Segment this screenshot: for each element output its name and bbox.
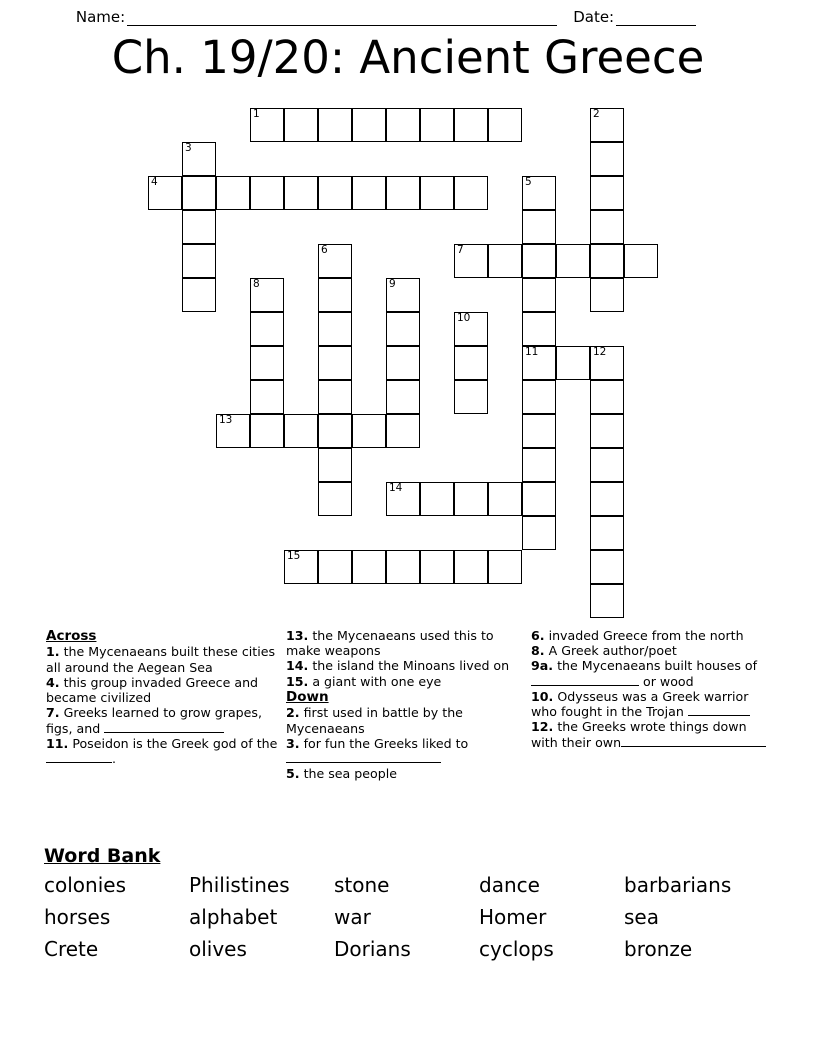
clue-down-9 xyxy=(531,658,771,688)
clue-number: 4. xyxy=(46,674,60,690)
name-date-header xyxy=(0,0,816,26)
crossword-cell-number: 10 xyxy=(457,312,471,324)
clue-text: the Mycenaeans used this to make weapons xyxy=(286,628,494,659)
word-bank-item[interactable]: colonies xyxy=(44,873,126,897)
crossword-cell[interactable] xyxy=(488,482,522,516)
crossword-cell[interactable] xyxy=(590,210,624,244)
crossword-cell-number: 14 xyxy=(389,482,403,494)
clue-number: 7. xyxy=(46,705,60,721)
clue-number: 1. xyxy=(46,644,60,660)
answer-blank[interactable] xyxy=(621,735,766,747)
down-heading: Down xyxy=(286,688,329,705)
crossword-cell-number: 13 xyxy=(219,414,233,426)
crossword-cell[interactable] xyxy=(284,176,318,210)
clue-text: the island the Minoans lived on xyxy=(312,658,510,674)
crossword-cell[interactable] xyxy=(318,278,352,312)
clue-across-4 xyxy=(46,675,278,705)
crossword-cell[interactable] xyxy=(522,346,556,380)
crossword-cell[interactable] xyxy=(386,312,420,346)
crossword-cell[interactable] xyxy=(522,380,556,414)
crossword-cell[interactable] xyxy=(590,108,624,142)
crossword-cell[interactable] xyxy=(318,244,352,278)
crossword-cell[interactable] xyxy=(522,516,556,550)
crossword-grid[interactable] xyxy=(148,108,678,628)
clue-number: 8. xyxy=(531,643,545,659)
crossword-cell[interactable] xyxy=(386,482,420,516)
word-bank-item[interactable]: cyclops xyxy=(479,937,554,961)
clue-text: A Greek author/poet xyxy=(548,643,677,659)
crossword-cell[interactable] xyxy=(352,550,386,584)
word-bank-item[interactable]: alphabet xyxy=(189,905,278,929)
crossword-cell-number: 15 xyxy=(287,550,301,562)
crossword-cell[interactable] xyxy=(420,176,454,210)
crossword-cell[interactable] xyxy=(284,550,318,584)
crossword-cell[interactable] xyxy=(488,550,522,584)
crossword-cell-number: 2 xyxy=(593,108,600,120)
clue-across-11: 11. Poseidon is the Greek god of the . xyxy=(46,735,278,766)
crossword-cell[interactable] xyxy=(284,414,318,448)
crossword-cell[interactable] xyxy=(318,550,352,584)
crossword-cell[interactable] xyxy=(386,278,420,312)
clue-down-10 xyxy=(531,689,771,719)
name-label: Name: xyxy=(75,8,126,26)
clue-text: invaded Greece from the north xyxy=(548,628,744,643)
clue-text: Poseidon is the Greek god of the xyxy=(72,735,278,751)
clue-down-5 xyxy=(286,766,514,781)
clue-down-12 xyxy=(531,719,771,749)
clue-text: the Mycenaeans built these cities all around the Aegean Sea xyxy=(46,644,276,675)
crossword-cell-number: 11 xyxy=(525,346,539,358)
date-label: Date: xyxy=(573,8,615,26)
word-bank-item[interactable]: stone xyxy=(334,873,390,897)
crossword-cell[interactable] xyxy=(556,244,590,278)
crossword-cell[interactable] xyxy=(284,108,318,142)
crossword-cell-number: 7 xyxy=(457,244,464,256)
crossword-cell[interactable] xyxy=(386,176,420,210)
crossword-cell[interactable] xyxy=(352,176,386,210)
crossword-cell[interactable] xyxy=(454,108,488,142)
crossword-cell[interactable] xyxy=(420,550,454,584)
clue-across-1 xyxy=(46,644,278,674)
crossword-cell-number: 8 xyxy=(253,278,260,290)
crossword-cell[interactable] xyxy=(522,448,556,482)
clue-number: 5. xyxy=(286,766,300,782)
clue-down-2 xyxy=(286,705,514,735)
answer-blank[interactable] xyxy=(531,674,639,686)
crossword-cell[interactable] xyxy=(522,176,556,210)
crossword-cell[interactable] xyxy=(318,380,352,414)
crossword-cell[interactable] xyxy=(182,278,216,312)
word-bank-item[interactable]: olives xyxy=(189,937,247,961)
crossword-cell[interactable] xyxy=(386,346,420,380)
crossword-cell[interactable] xyxy=(250,414,284,448)
crossword-cell[interactable] xyxy=(250,278,284,312)
word-bank-item[interactable]: barbarians xyxy=(624,873,732,897)
crossword-cell[interactable] xyxy=(318,312,352,346)
clue-number: 12. xyxy=(531,719,554,735)
clue-number: 13. xyxy=(286,628,309,643)
crossword-cell[interactable] xyxy=(590,584,624,618)
across-heading: Across xyxy=(46,628,97,644)
crossword-cell[interactable] xyxy=(318,176,352,210)
clue-number: 6. xyxy=(531,628,545,643)
word-bank-item[interactable]: Philistines xyxy=(189,873,290,897)
clue-text: this group invaded Greece and became civilized xyxy=(46,674,259,706)
crossword-cell[interactable] xyxy=(318,346,352,380)
crossword-cell[interactable] xyxy=(590,244,624,278)
crossword-cell[interactable] xyxy=(590,550,624,584)
clue-number: 14. xyxy=(286,658,309,674)
clue-text: first used in battle by the Mycenaeans xyxy=(286,705,463,736)
word-bank-item[interactable]: war xyxy=(334,905,371,929)
crossword-cell[interactable] xyxy=(386,108,420,142)
clues-area xyxy=(46,628,776,833)
crossword-cell[interactable] xyxy=(454,482,488,516)
crossword-cell[interactable] xyxy=(386,550,420,584)
crossword-cell-number: 1 xyxy=(253,108,260,120)
clue-number: 2. xyxy=(286,705,300,721)
crossword-cell[interactable] xyxy=(590,414,624,448)
crossword-cell[interactable] xyxy=(454,346,488,380)
crossword-cell[interactable] xyxy=(216,176,250,210)
crossword-cell[interactable] xyxy=(590,380,624,414)
clue-column-2 xyxy=(286,628,514,781)
word-bank-item[interactable]: Dorians xyxy=(334,937,411,961)
clue-number: 11. xyxy=(46,735,69,751)
crossword-cell[interactable] xyxy=(182,142,216,176)
crossword-cell[interactable] xyxy=(352,108,386,142)
clue-text: the sea people xyxy=(303,766,397,782)
crossword-cell[interactable] xyxy=(148,176,182,210)
word-bank-grid xyxy=(44,871,784,964)
date-blank-line[interactable] xyxy=(616,12,696,26)
word-bank xyxy=(44,845,784,964)
clue-text: Greeks learned to grow grapes, figs, and xyxy=(46,705,262,736)
crossword-cell-number: 4 xyxy=(151,176,158,188)
page-title: Ch. 19/20: Ancient Greece xyxy=(111,31,705,84)
clue-text: for fun the Greeks liked to xyxy=(303,735,469,751)
crossword-cell[interactable] xyxy=(318,482,352,516)
crossword-cell-number: 6 xyxy=(321,244,328,256)
clue-text: the Mycenaeans built houses of xyxy=(557,658,758,674)
crossword-cell[interactable] xyxy=(522,244,556,278)
clue-across-7 xyxy=(46,705,278,735)
crossword-cell[interactable] xyxy=(250,380,284,414)
clue-across-13 xyxy=(286,628,514,658)
clue-column-3 xyxy=(531,628,771,750)
crossword-cell-number: 3 xyxy=(185,142,192,154)
crossword-cell[interactable] xyxy=(454,244,488,278)
crossword-cell-number: 12 xyxy=(593,346,607,358)
crossword-cell[interactable] xyxy=(420,108,454,142)
clue-across-15 xyxy=(286,674,514,689)
crossword-cell[interactable] xyxy=(318,108,352,142)
clue-number: 10. xyxy=(531,688,554,704)
clue-number: 3. xyxy=(286,735,300,751)
crossword-cell[interactable] xyxy=(454,312,488,346)
crossword-cell[interactable] xyxy=(250,346,284,380)
crossword-cell[interactable] xyxy=(590,448,624,482)
crossword-cell-number: 9 xyxy=(389,278,396,290)
clue-down-6 xyxy=(531,628,771,643)
word-bank-item[interactable]: dance xyxy=(479,873,540,897)
clue-text: Odysseus was a Greek warrior who fought in the Trojan xyxy=(531,688,749,720)
crossword-cell[interactable] xyxy=(182,244,216,278)
clue-column-1 xyxy=(46,628,278,766)
crossword-cell[interactable] xyxy=(182,210,216,244)
word-bank-item[interactable]: sea xyxy=(624,905,659,929)
crossword-cell[interactable] xyxy=(522,278,556,312)
clue-down-8 xyxy=(531,643,771,658)
answer-blank[interactable] xyxy=(286,751,441,763)
clue-text: the Greeks wrote things down with their own xyxy=(531,719,747,750)
crossword-cell[interactable] xyxy=(454,176,488,210)
word-bank-item[interactable]: horses xyxy=(44,905,111,929)
crossword-cell[interactable] xyxy=(386,414,420,448)
clue-number: 9a. xyxy=(531,658,554,674)
crossword-cell[interactable] xyxy=(522,414,556,448)
word-bank-item[interactable]: bronze xyxy=(624,937,693,961)
crossword-cell[interactable] xyxy=(590,278,624,312)
crossword-cell[interactable] xyxy=(590,176,624,210)
word-bank-item[interactable]: Homer xyxy=(479,905,547,929)
crossword-cell[interactable] xyxy=(250,108,284,142)
crossword-cell[interactable] xyxy=(182,176,216,210)
clue-text-continued: or wood xyxy=(643,673,694,689)
crossword-cell[interactable] xyxy=(488,244,522,278)
crossword-cell[interactable] xyxy=(318,448,352,482)
crossword-cell[interactable] xyxy=(454,550,488,584)
answer-blank[interactable] xyxy=(46,751,112,763)
word-bank-item[interactable]: Crete xyxy=(44,937,99,961)
clue-down-3 xyxy=(286,736,514,766)
crossword-cell[interactable] xyxy=(590,482,624,516)
word-bank-title: Word Bank xyxy=(44,845,161,867)
crossword-cell[interactable] xyxy=(250,312,284,346)
crossword-cell[interactable] xyxy=(624,244,658,278)
crossword-cell[interactable] xyxy=(590,142,624,176)
answer-blank[interactable] xyxy=(104,721,224,733)
clue-number: 15. xyxy=(286,673,309,689)
crossword-cell[interactable] xyxy=(488,108,522,142)
crossword-cell[interactable] xyxy=(318,414,352,448)
crossword-cell[interactable] xyxy=(352,414,386,448)
answer-blank[interactable] xyxy=(688,704,750,716)
crossword-cell[interactable] xyxy=(522,210,556,244)
crossword-cell[interactable] xyxy=(250,176,284,210)
crossword-cell[interactable] xyxy=(454,380,488,414)
clue-text: a giant with one eye xyxy=(312,673,442,689)
crossword-cell[interactable] xyxy=(522,482,556,516)
crossword-cell[interactable] xyxy=(556,346,590,380)
crossword-cell[interactable] xyxy=(386,380,420,414)
crossword-cell[interactable] xyxy=(590,346,624,380)
name-blank-line[interactable] xyxy=(127,12,557,26)
crossword-cell[interactable] xyxy=(216,414,250,448)
crossword-cell[interactable] xyxy=(590,516,624,550)
clue-across-14 xyxy=(286,658,514,673)
crossword-cell[interactable] xyxy=(522,312,556,346)
crossword-cell[interactable] xyxy=(420,482,454,516)
crossword-cell-number: 5 xyxy=(525,176,532,188)
